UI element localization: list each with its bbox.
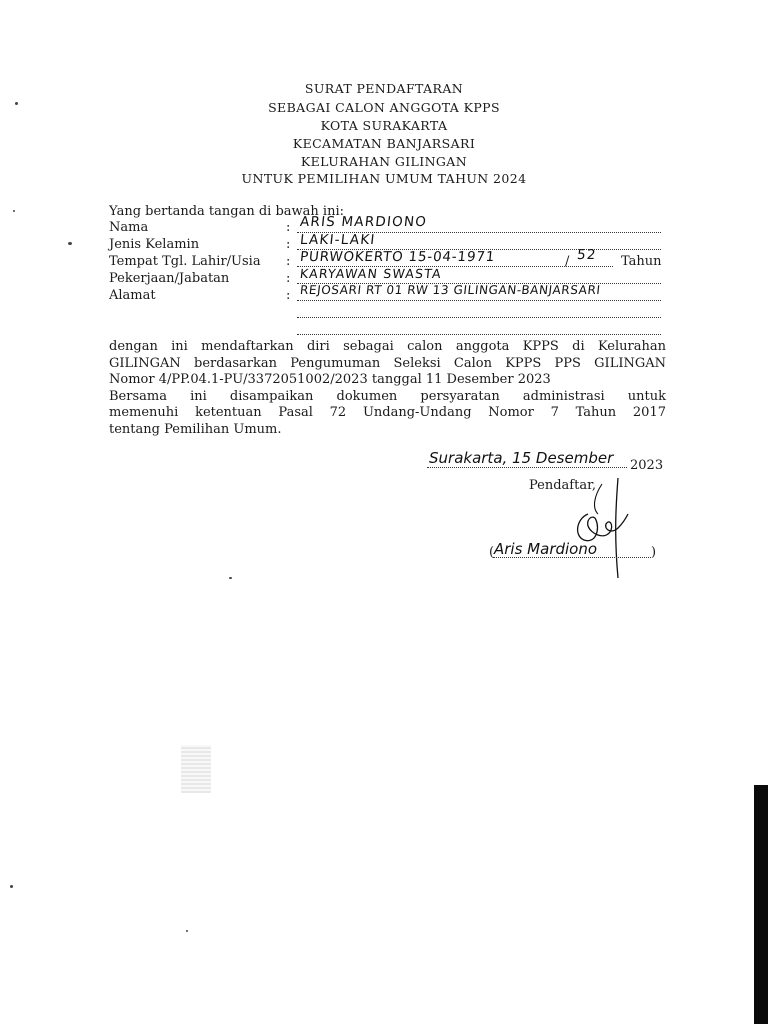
ttl-label: Tempat Tgl. Lahir/Usia: [109, 254, 261, 269]
doc-title: SURAT PENDAFTARAN: [304, 81, 464, 96]
body-line: GILINGAN berdasarkan Pengumuman Seleksi Calon KPPS PPS GILINGAN: [109, 355, 666, 371]
doc-subtitle: SEBAGAI CALON ANGGOTA KPPS: [268, 100, 500, 115]
alamat-label: Alamat: [109, 288, 156, 303]
header-election: UNTUK PEMILIHAN UMUM TAHUN 2024: [241, 171, 527, 186]
body-line: tentang Pemilihan Umum.: [109, 421, 282, 437]
sign-name: Aris Mardiono: [494, 540, 598, 558]
header-district: KECAMATAN BANJARSARI: [292, 136, 476, 151]
header-village: KELURAHAN GILINGAN: [300, 154, 468, 169]
body-line: dengan ini mendaftarkan diri sebagai calon anggota KPPS di Kelurahan: [109, 339, 666, 354]
body-line: memenuhi ketentuan Pasal 72 Undang-Undang Nomor 7 Tahun 2017: [109, 405, 666, 420]
body-line: Nomor 4/PP.04.1-PU/3372051002/2023 tanggal 11 Desember 2023: [109, 372, 551, 387]
sign-open-paren: (: [489, 545, 495, 560]
body-line: Bersama ini disampaikan dokumen persyaratan administrasi untuk: [109, 388, 666, 404]
scan-speck: [68, 242, 72, 245]
scan-speck: [229, 577, 232, 579]
sign-role: Pendaftar,: [529, 478, 597, 493]
nama-value: ARIS MARDIONO: [299, 214, 428, 230]
sign-year: 2023: [630, 458, 664, 473]
sign-close-paren: ): [651, 545, 657, 560]
jk-label: Jenis Kelamin: [109, 237, 200, 252]
nama-colon: :: [286, 220, 291, 235]
alamat-value: REJOSARI RT 01 RW 13 GILINGAN-BANJARSARI: [299, 283, 602, 297]
scan-edge-bar: [754, 785, 768, 1024]
form-intro: Yang bertanda tangan di bawah ini:: [109, 204, 344, 219]
pekerjaan-colon: :: [286, 271, 291, 286]
pekerjaan-label: Pekerjaan/Jabatan: [109, 271, 230, 286]
jk-value: LAKI-LAKI: [299, 232, 377, 248]
ttl-colon: :: [286, 254, 291, 269]
usia-unit: Tahun: [621, 254, 662, 269]
handwritten-signature: [566, 474, 636, 584]
scan-smudge: [181, 745, 211, 793]
pekerjaan-value: KARYAWAN SWASTA: [299, 266, 443, 281]
jk-colon: :: [286, 237, 291, 252]
scan-speck: [13, 210, 15, 212]
sign-name-dotted-line: [493, 557, 651, 558]
header-city: KOTA SURAKARTA: [320, 118, 448, 133]
nama-label: Nama: [109, 220, 149, 235]
body-paragraph: [109, 339, 666, 438]
scan-speck: [10, 885, 13, 888]
alamat-dotted-line-3: [297, 334, 661, 335]
ttl-value: PURWOKERTO 15-04-1971: [299, 249, 496, 265]
alamat-dotted-line: [297, 300, 661, 301]
alamat-dotted-line-2: [297, 317, 661, 318]
usia-value: 52: [576, 247, 598, 263]
scan-speck: [15, 102, 18, 105]
sign-date-dotted-line: [427, 467, 627, 468]
sign-place-date: Surakarta, 15 Desember: [429, 449, 614, 467]
alamat-colon: :: [286, 288, 291, 303]
scan-speck: [186, 930, 188, 932]
ttl-slash: /: [565, 254, 570, 269]
